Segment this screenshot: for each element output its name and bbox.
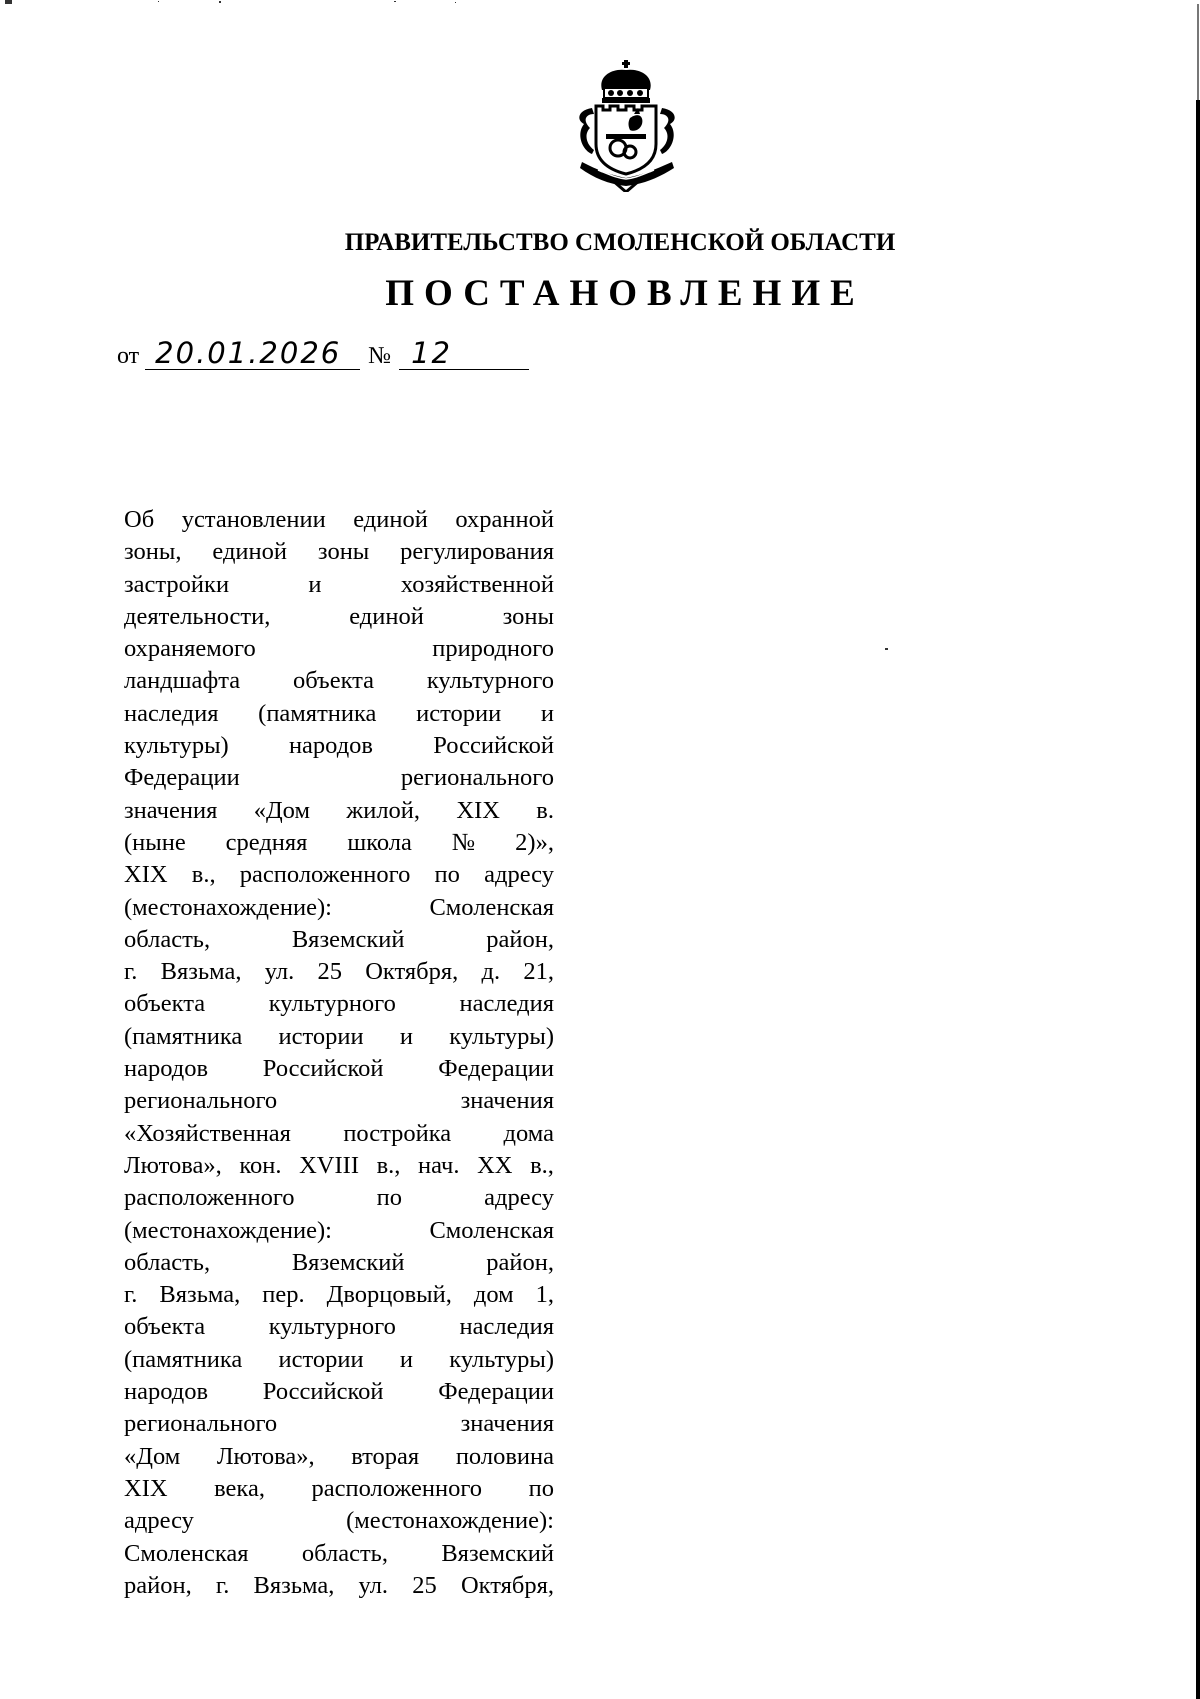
- number-prefix: №: [368, 343, 392, 369]
- subject-word: Смоленская: [429, 893, 554, 921]
- subject-line: Об установлении единой охранной: [124, 506, 554, 533]
- scan-edge-border: [1196, 100, 1200, 1699]
- number-field: 12: [399, 338, 529, 370]
- subject-word: регионального: [124, 1087, 278, 1115]
- subject-line: [124, 762, 554, 794]
- subject-line: зоны, единой зоны регулирования: [124, 538, 554, 566]
- subject-word: Вяземский: [291, 1248, 405, 1276]
- subject-word: единой: [349, 602, 424, 630]
- subject-word: значения: [460, 1410, 554, 1438]
- scan-artifact-dot: [885, 648, 888, 650]
- subject-word: значения: [460, 1087, 554, 1115]
- subject-line: Смоленская область, Вяземский: [124, 1539, 554, 1567]
- document-subject: [124, 504, 554, 1602]
- subject-word: (местонахождение):: [346, 1507, 554, 1535]
- subject-word: Вяземский: [291, 925, 405, 953]
- subject-line: г. Вязьма, пер. Дворцовый, дом 1,: [124, 1281, 554, 1309]
- organization-title: ПРАВИТЕЛЬСТВО СМОЛЕНСКОЙ ОБЛАСТИ: [344, 229, 896, 256]
- subject-word: деятельности,: [124, 602, 271, 630]
- subject-line: [124, 988, 554, 1020]
- subject-line: народов Российской Федерации: [124, 1378, 554, 1406]
- smolensk-coat-of-arms-icon: [568, 58, 686, 192]
- subject-word: (местонахождение):: [124, 1216, 332, 1244]
- subject-word: охраняемого: [124, 635, 256, 663]
- subject-line: наследия (памятника истории и: [124, 699, 554, 727]
- subject-line: [124, 633, 554, 665]
- subject-word: район,: [486, 925, 554, 953]
- subject-word: культурного: [268, 990, 396, 1018]
- subject-word: и: [308, 570, 322, 598]
- subject-word: регионального: [400, 764, 554, 792]
- scan-edge-shadow: [1197, 4, 1199, 100]
- subject-line: [124, 1408, 554, 1440]
- subject-word: культурного: [268, 1313, 396, 1341]
- subject-line: г. Вязьма, ул. 25 Октября, д. 21,: [124, 958, 554, 986]
- date-field: 20.01.2026: [145, 338, 360, 370]
- subject-word: (местонахождение):: [124, 893, 332, 921]
- subject-line: [124, 1505, 554, 1537]
- subject-line: район, г. Вязьма, ул. 25 Октября,: [124, 1571, 554, 1599]
- subject-line: (памятника истории и культуры): [124, 1022, 554, 1050]
- subject-line: [124, 1182, 554, 1214]
- subject-line: народов Российской Федерации: [124, 1055, 554, 1083]
- subject-word: хозяйственной: [400, 570, 554, 598]
- subject-word: по: [376, 1184, 403, 1212]
- subject-line: [124, 1247, 554, 1279]
- date-prefix: от: [117, 343, 140, 369]
- subject-word: зоны: [502, 602, 554, 630]
- date-number-line: [117, 338, 529, 370]
- subject-line: [124, 1085, 554, 1117]
- subject-line: [124, 924, 554, 956]
- subject-line: [124, 569, 554, 601]
- subject-word: наследия: [459, 1313, 554, 1341]
- subject-word: Смоленская: [429, 1216, 554, 1244]
- subject-line: XIX в., расположенного по адресу: [124, 861, 554, 889]
- subject-line: культуры) народов Российской: [124, 732, 554, 760]
- subject-word: наследия: [459, 990, 554, 1018]
- subject-word: Федерации: [124, 764, 240, 792]
- subject-line: [124, 1215, 554, 1247]
- subject-word: расположенного: [124, 1184, 295, 1212]
- subject-line: Лютова», кон. XVIII в., нач. XX в.,: [124, 1151, 554, 1179]
- subject-word: объекта: [124, 1313, 206, 1341]
- subject-word: адресу: [124, 1507, 194, 1535]
- subject-word: регионального: [124, 1410, 278, 1438]
- subject-line: (ныне средняя школа № 2)»,: [124, 828, 554, 856]
- subject-line: ландшафта объекта культурного: [124, 667, 554, 695]
- subject-word: объекта: [124, 990, 206, 1018]
- subject-word: природного: [432, 635, 554, 663]
- scan-artifacts: [0, 0, 500, 6]
- subject-line: (памятника истории и культуры): [124, 1345, 554, 1373]
- subject-line: «Хозяйственная постройка дома: [124, 1119, 554, 1147]
- subject-line: «Дом Лютова», вторая половина: [124, 1442, 554, 1470]
- subject-word: застройки: [124, 570, 230, 598]
- subject-line: [124, 601, 554, 633]
- subject-word: район,: [486, 1248, 554, 1276]
- subject-line: XIX века, расположенного по: [124, 1474, 554, 1502]
- subject-word: область,: [124, 925, 211, 953]
- document-type-title: ПОСТАНОВЛЕНИЕ: [385, 273, 865, 314]
- subject-line: [124, 1311, 554, 1343]
- subject-word: область,: [124, 1248, 211, 1276]
- subject-word: адресу: [484, 1184, 554, 1212]
- subject-line: значения «Дом жилой, XIX в.: [124, 796, 554, 824]
- subject-line: [124, 892, 554, 924]
